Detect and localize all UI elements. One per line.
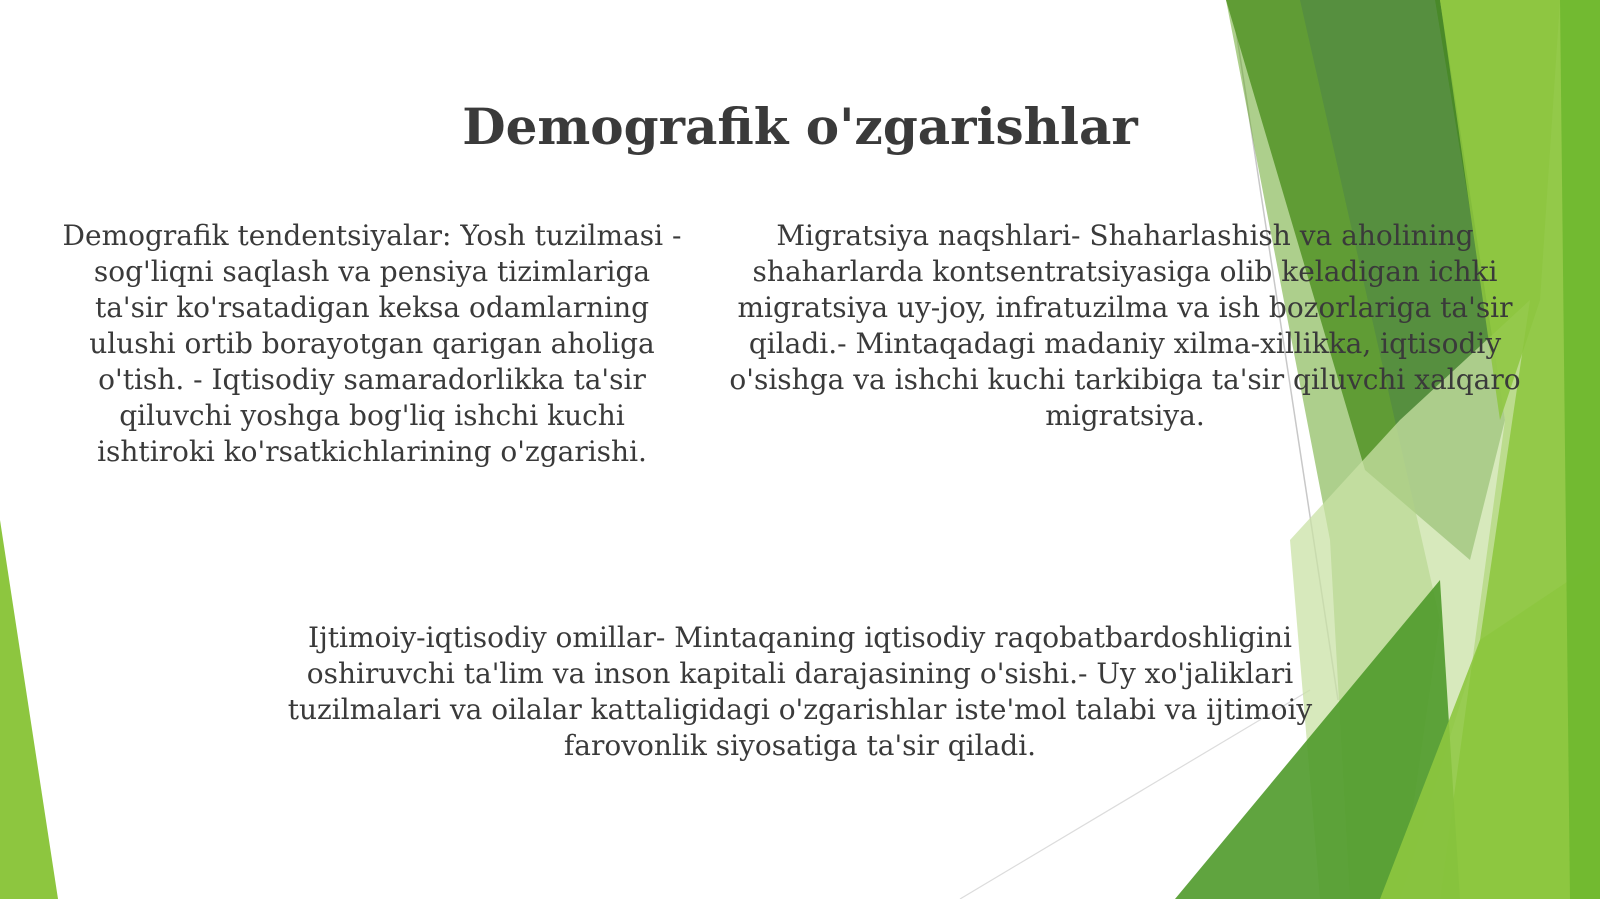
migration-patterns-text: Migratsiya naqshlari- Shaharlashish va aholining shaharlarda kontsentratsiyasiga olib keladigan ichki migratsiya uy-joy, infratuzilma va ish bozorlariga ta'sir qiladi.- Mintaqadagi madaniy xilma-xillikka, iqtisodiy o'sishga va ishchi kuchi tarkibiga ta'sir qiluvchi xalqaro migratsiya. [729,219,1521,432]
demographic-trends-text: Demografik tendentsiyalar: Yosh tuzilmasi - sog'liqni saqlash va pensiya tizimlariga ta'sir ko'rsatadigan keksa odamlarning ulushi ortib borayotgan qarigan aholiga o'tish. - Iqtisodiy samaradorlikka ta'sir qiluvchi yoshga bog'liq ishchi kuchi ishtiroki ko'rsatkichlarining o'zgarishi. [62,219,682,468]
slide-title [0,92,1600,162]
slide-title-text: Demografik o'zgarishlar [462,96,1138,156]
left-green-sliver [0,520,58,899]
socioeconomic-factors-text: Ijtimoiy-iqtisodiy omillar- Mintaqaning iqtisodiy raqobatbardoshligini oshiruvchi ta'lim va inson kapitali darajasining o'sishi.- Uy xo'jaliklari tuzilmalari va oilalar kattaligidagi o'zgarishlar iste'mol talabi va ijtimoiy farovonlik siyosatiga ta'sir qiladi. [287,621,1313,762]
